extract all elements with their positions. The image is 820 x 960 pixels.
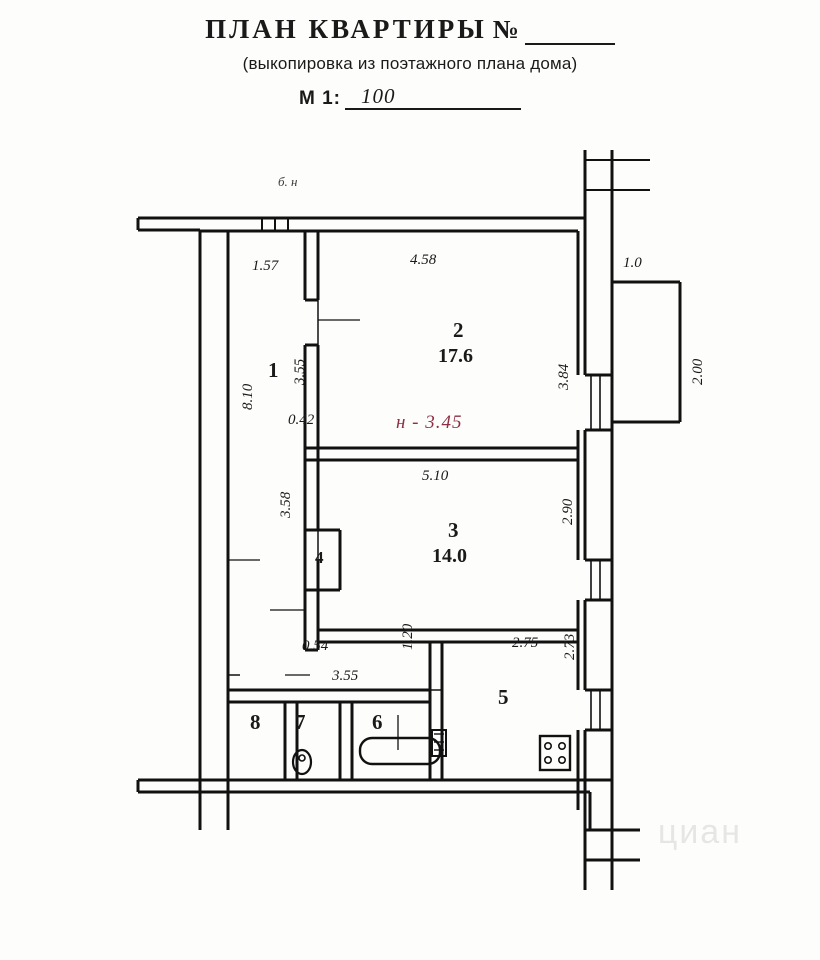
scale-value-line — [345, 84, 521, 110]
dimension-3-55-b: 3.55 — [332, 668, 359, 684]
dimension-1-57: 1.57 — [252, 258, 279, 274]
room-6-number: 6 — [372, 710, 383, 734]
dimension-0-54: 0.54 — [302, 638, 329, 654]
dimension-5-10: 5.10 — [422, 468, 449, 484]
room-1-number: 1 — [268, 358, 279, 382]
scale-label: М 1: — [299, 88, 341, 109]
room-4-number: 4 — [315, 548, 324, 567]
dimension-3-55: 3.55 — [292, 358, 308, 385]
dimension-3-58: 3.58 — [278, 491, 294, 518]
room-7-number: 7 — [295, 710, 306, 734]
title-block — [0, 14, 820, 110]
balcony-mark: б. н — [278, 174, 298, 189]
number-sign: № — [492, 15, 519, 44]
dimension-2-73: 2.73 — [562, 633, 578, 660]
dimension-3-84: 3.84 — [556, 363, 572, 390]
number-blank-line — [525, 23, 615, 45]
page-title: ПЛАН КВАРТИРЫ — [205, 14, 487, 44]
room-2-area: 17.6 — [438, 345, 473, 367]
dimension-1-20: 1.20 — [400, 623, 416, 650]
apartment-plan-drawing — [0, 130, 820, 960]
scale-value: 100 — [361, 84, 396, 108]
scale-row — [0, 84, 820, 110]
dimension-4-58: 4.58 — [410, 252, 437, 268]
dimension-1-0: 1.0 — [623, 255, 642, 271]
page-subtitle: (выкопировка из поэтажного плана дома) — [242, 54, 578, 73]
ceiling-height-note: н - 3.45 — [396, 412, 463, 433]
dimension-2-75: 2.75 — [512, 635, 539, 651]
dimension-2-90: 2.90 — [560, 498, 576, 525]
dimension-0-42: 0.42 — [288, 412, 315, 428]
title-row — [0, 14, 820, 45]
dimension-2-00: 2.00 — [690, 358, 706, 385]
room-5-number: 5 — [498, 685, 509, 709]
room-2-number: 2 — [453, 318, 464, 342]
room-3-area: 14.0 — [432, 545, 467, 567]
dimension-8-10: 8.10 — [240, 383, 256, 410]
room-3-number: 3 — [448, 518, 459, 542]
watermark: циан — [657, 813, 742, 851]
room-8-number: 8 — [250, 710, 261, 734]
